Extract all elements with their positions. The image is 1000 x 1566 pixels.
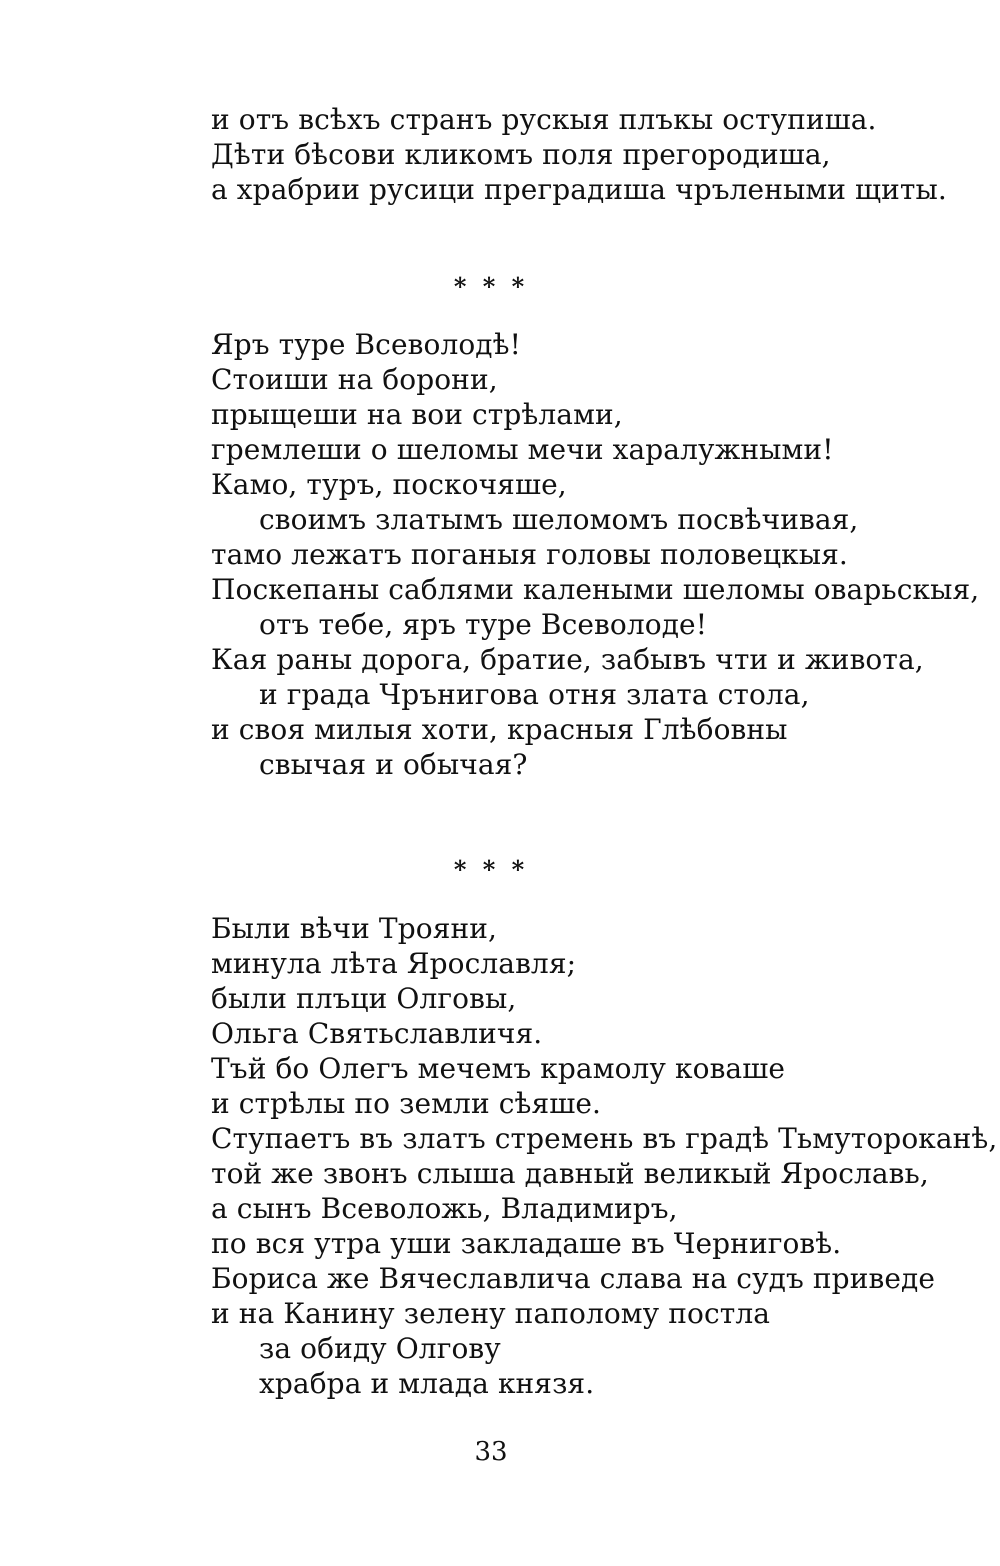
stanza-1 xyxy=(211,102,947,207)
poem-line: тамо лежатъ поганыя головы половецкыя. xyxy=(211,538,848,571)
poem-line: Ступаетъ въ златъ стремень въ градѣ Тьмутороканѣ, xyxy=(211,1122,998,1155)
stanza-2 xyxy=(211,327,979,782)
poem-line: Кая раны дорога, братие, забывъ чти и живота, xyxy=(211,643,924,676)
section-separator: * * * xyxy=(453,272,529,301)
poem-line: гремлеши о шеломы мечи харалужными! xyxy=(211,433,834,466)
poem-line: а сынъ Всеволожь, Владимиръ, xyxy=(211,1192,678,1225)
poem-line: Стоиши на борони, xyxy=(211,363,498,396)
poem-line: были плъци Олговы, xyxy=(211,982,517,1015)
poem-line: и отъ всѣхъ странъ рускыя плъкы оступиша. xyxy=(211,103,877,136)
poem-line: и своя милыя хоти, красныя Глѣбовны xyxy=(211,713,788,746)
section-separator: * * * xyxy=(453,855,529,884)
poem-line: прыщеши на вои стрѣлами, xyxy=(211,398,623,431)
poem-line: Дѣти бѣсови кликомъ поля прегородиша, xyxy=(211,138,831,171)
poem-line: по вся утра уши закладаше въ Черниговѣ. xyxy=(211,1227,842,1260)
poem-line: за обиду Олгову xyxy=(259,1332,501,1365)
poem-line: Были вѣчи Трояни, xyxy=(211,912,497,945)
page-number: 33 xyxy=(474,1437,508,1467)
poem-line: Камо, туръ, поскочяше, xyxy=(211,468,567,501)
poem-line: Поскепаны саблями калеными шеломы оварьскыя, xyxy=(211,573,980,606)
poem-line: отъ тебе, яръ туре Всеволоде! xyxy=(259,608,708,641)
poem-line: Яръ туре Всеволодѣ! xyxy=(211,328,521,361)
poem-line: и града Чрънигова отня злата стола, xyxy=(259,678,810,711)
poem-line: свычая и обычая? xyxy=(259,748,528,781)
stanza-3 xyxy=(211,911,997,1401)
poem-line: и на Канину зелену паполому постла xyxy=(211,1297,771,1330)
poem-line: своимъ златымъ шеломомъ посвѣчивая, xyxy=(259,503,859,536)
poem-line: а храбрии русици преградиша чрълеными щиты. xyxy=(211,173,947,206)
poem-line: храбра и млада князя. xyxy=(259,1367,595,1400)
poem-line: Бориса же Вячеславлича слава на судъ приведе xyxy=(211,1262,936,1295)
poem-line: и стрѣлы по земли сѣяше. xyxy=(211,1087,602,1120)
poem-line: Тъй бо Олегъ мечемъ крамолу коваше xyxy=(211,1052,786,1085)
poem-line: Ольга Святьславличя. xyxy=(211,1017,543,1050)
poem-line: минула лѣта Ярославля; xyxy=(211,947,577,980)
poem-line: той же звонъ слыша давный великый Ярославь, xyxy=(211,1157,929,1190)
